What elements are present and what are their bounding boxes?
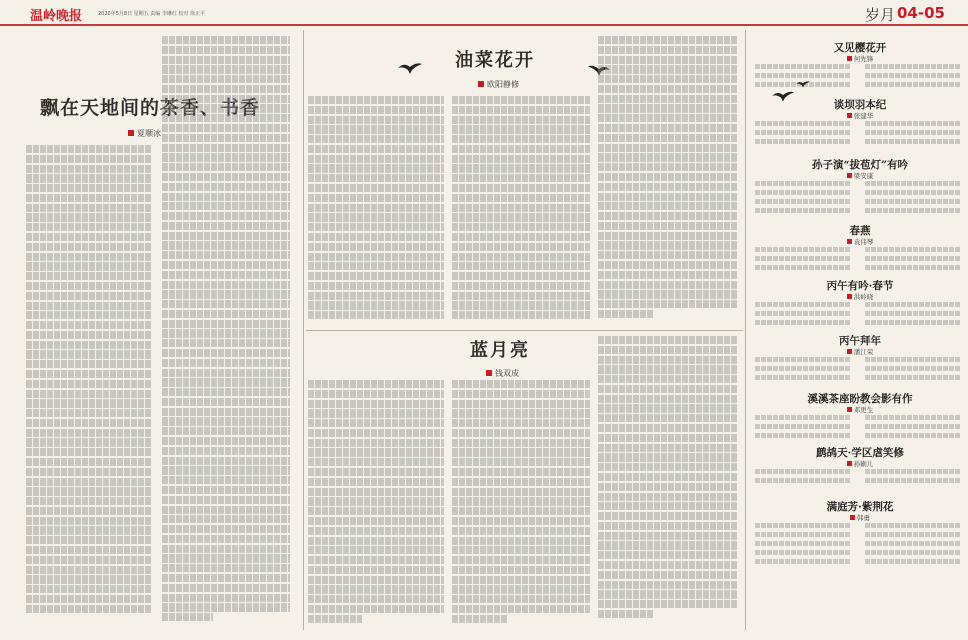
poem-title: 又见樱花开: [833, 42, 887, 54]
poem-title: 丙午有吟·春节: [826, 280, 894, 292]
author-name: 洪岭晓: [853, 293, 874, 301]
masthead: [0, 0, 968, 26]
byline-marker-icon: [847, 173, 852, 178]
author-name: 梁安康: [853, 172, 874, 180]
article-body-bluemoon-col2: [452, 380, 590, 630]
author-name: 袁伟琴: [853, 238, 874, 246]
poem-author: [785, 513, 935, 522]
author-name: 张建华: [853, 112, 874, 120]
poem-body: [755, 415, 961, 442]
poem-title: 丙午拜年: [839, 335, 881, 347]
swallow-icon: [772, 90, 794, 102]
swallow-icon: [398, 62, 422, 74]
author-name: 何先锋: [853, 55, 874, 63]
poem-body: [755, 302, 961, 329]
byline-marker-icon: [847, 294, 852, 299]
poem-author: [785, 54, 935, 63]
article-byline-rapeseed: [478, 79, 519, 90]
poem-author: [785, 111, 935, 120]
swallow-icon: [796, 80, 810, 88]
article-body-rapeseed-col3: [598, 36, 738, 326]
poem-title: 溪溪茶座盼教会影有作: [807, 393, 913, 405]
byline-marker-icon: [486, 370, 492, 376]
byline-marker-icon: [478, 81, 484, 87]
poem-title: 满庭芳·紫荆花: [826, 501, 894, 513]
poem-body: [755, 121, 961, 148]
article-title-tea: 飘在天地间的茶香、书香: [40, 97, 261, 119]
article-byline-bluemoon: [486, 368, 519, 379]
byline-marker-icon: [128, 130, 134, 136]
author-name: 邓更生: [853, 406, 874, 414]
author-name: 钱双成: [495, 369, 519, 378]
article-body-tea-col1: [26, 145, 152, 625]
byline-marker-icon: [847, 113, 852, 118]
poem-body: [755, 469, 961, 487]
section-divider: [306, 330, 743, 331]
newspaper-logo: 温岭晚报: [30, 9, 83, 24]
poem-title: 谈坝羽本纪: [833, 99, 887, 111]
page-numbers: 04-05: [897, 4, 945, 22]
poem-body: [755, 523, 961, 568]
article-title-rapeseed: 油菜花开: [455, 50, 535, 71]
author-name: 韩勇: [857, 514, 870, 522]
article-title-bluemoon: 蓝月亮: [470, 340, 530, 361]
byline-marker-icon: [847, 239, 852, 244]
author-name: 孙刷儿: [853, 460, 874, 468]
poem-body: [755, 64, 961, 91]
poem-author: [785, 459, 935, 468]
poem-title: 孙子演“拔苞灯”有吟: [811, 159, 909, 171]
poem-body: [755, 247, 961, 274]
poem-body: [755, 357, 961, 384]
article-body-rapeseed-col1: [308, 96, 444, 326]
poem-author: [785, 292, 935, 301]
column-divider: [303, 30, 304, 630]
poem-author: [785, 347, 935, 356]
poem-body: [755, 181, 961, 217]
section-name: 岁月: [865, 6, 896, 24]
poem-title: 春燕: [849, 225, 871, 237]
article-byline-tea: [128, 128, 161, 139]
byline-marker-icon: [847, 407, 852, 412]
byline-marker-icon: [847, 461, 852, 466]
article-body-bluemoon-col3: [598, 336, 738, 630]
issue-meta: 2020年5月8日 星期五 责编 李琳红 校对 徐正平: [98, 11, 206, 17]
poem-author: [785, 237, 935, 246]
author-name: 潘江荣: [853, 348, 874, 356]
article-body-rapeseed-col2: [452, 96, 590, 326]
byline-marker-icon: [847, 349, 852, 354]
article-body-bluemoon-col1: [308, 380, 444, 630]
poem-author: [785, 171, 935, 180]
author-name: 欧阳静修: [487, 80, 519, 89]
author-name: 夏顺冰: [137, 129, 161, 138]
column-divider: [745, 30, 746, 630]
byline-marker-icon: [850, 515, 855, 520]
poem-title: 鹧鸪天·学区虐笑修: [816, 447, 904, 459]
article-body-tea-col2: [162, 36, 290, 626]
poem-author: [785, 405, 935, 414]
byline-marker-icon: [847, 56, 852, 61]
